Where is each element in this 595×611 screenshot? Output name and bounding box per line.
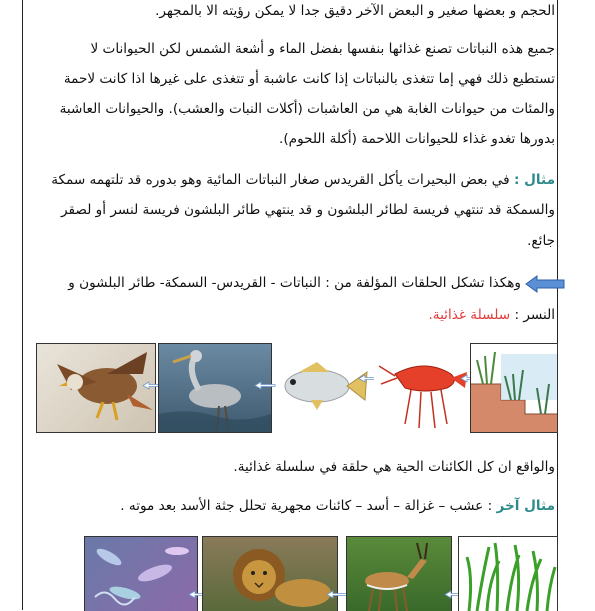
paragraph-line: جائع. bbox=[527, 233, 555, 249]
paragraph-line: الحجم و بعضها صغير و البعض الآخر دقيق جدا لا يمكن رؤيته الا بالمجهر. bbox=[155, 3, 555, 19]
left-border bbox=[22, 0, 23, 610]
grass-image bbox=[458, 536, 558, 611]
paragraph-line: تستطيع ذلك فهي إما تتغذى بالنباتات إذا كانت عاشبة أو تتغذى على غيرها اذا كانت لاحمة bbox=[63, 71, 555, 87]
paragraph-line: والسمكة قد تنتهي فريسة لطائر البلشون و قد ينتهي طائر البلشون فريسة لنسر أو لصقر bbox=[61, 202, 555, 218]
fish-image bbox=[276, 343, 372, 433]
paragraph-line: والمئات من حيوانات الغابة هي من العاشبات (أكلات النبات والعشب). والحيوانات العاشبة bbox=[59, 101, 555, 117]
right-border bbox=[557, 0, 558, 610]
example-label: مثال : bbox=[513, 172, 555, 188]
paragraph-line: بدورها تغدو غذاء للحيوانات اللاحمة (أكلة اللحوم). bbox=[279, 131, 555, 147]
food-chain-line: وهكذا تشكل الحلقات المؤلفة من : النباتات - القريدس- السمكة- طائر البلشون و bbox=[68, 275, 521, 291]
gazelle-image bbox=[346, 536, 452, 611]
left-arrow-icon bbox=[326, 590, 348, 599]
bacteria-image bbox=[84, 536, 198, 611]
lion-image bbox=[202, 536, 338, 611]
food-chain-prefix: النسر : bbox=[510, 307, 555, 323]
example-text: : عشب – غزالة – أسد – كائنات مجهرية تحلل جثة الأسد بعد موته . bbox=[120, 498, 497, 514]
example-text: في بعض البحيرات يأكل القريدس صغار النباتات المائية وهو بدوره قد تلتهمه سمكة bbox=[51, 172, 514, 188]
example-line bbox=[120, 498, 555, 515]
food-chain-term: سلسلة غذائية. bbox=[428, 307, 511, 323]
left-arrow-icon bbox=[524, 274, 566, 294]
eagle-image bbox=[36, 343, 156, 433]
example-line bbox=[51, 172, 555, 189]
paragraph-line: جميع هذه النباتات تصنع غذائها بنفسها بفضل الماء و أشعة الشمس لكن الحيوانات لا bbox=[90, 41, 555, 57]
example-label: مثال آخر bbox=[496, 498, 555, 514]
food-chain-line bbox=[428, 307, 555, 324]
paragraph-line: والواقع ان كل الكائنات الحية هي حلقة في سلسلة غذائية. bbox=[233, 459, 555, 475]
shrimp-image bbox=[374, 343, 470, 433]
left-arrow-icon bbox=[254, 381, 276, 390]
aquatic-plants-image bbox=[470, 343, 558, 433]
